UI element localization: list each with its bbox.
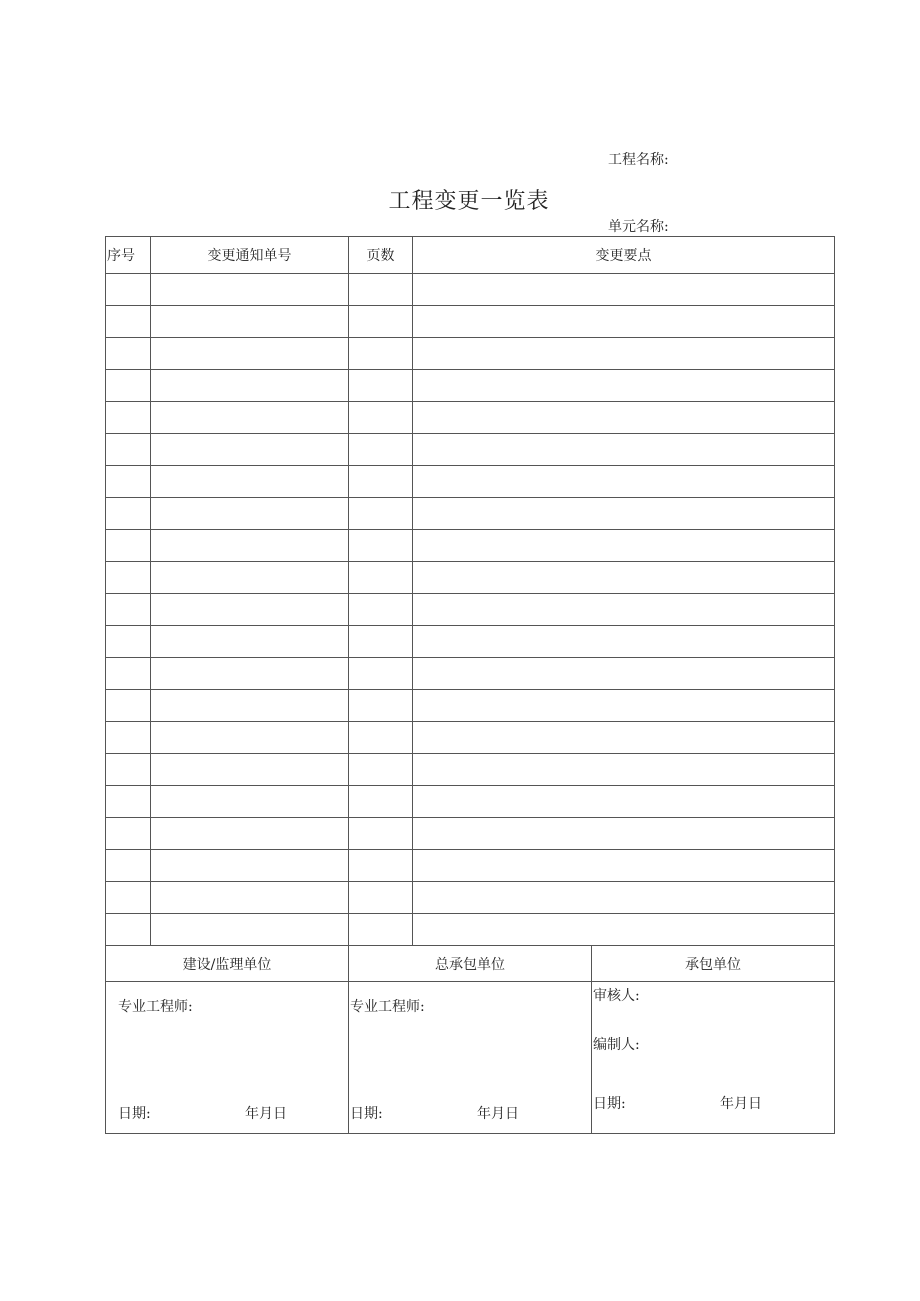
key-points-cell[interactable] (413, 530, 835, 562)
reviewer-label: 审核人: (593, 988, 640, 1004)
table-row (106, 914, 835, 946)
table-row (106, 626, 835, 658)
page-title: 工程变更一览表 (388, 189, 550, 214)
notice-number-cell[interactable] (151, 274, 349, 306)
notice-number-cell[interactable] (151, 594, 349, 626)
key-points-cell[interactable] (413, 658, 835, 690)
notice-number-cell[interactable] (151, 530, 349, 562)
seq-cell[interactable] (106, 434, 151, 466)
table-row (106, 402, 835, 434)
signature-cell-construction-supervision (106, 982, 349, 1134)
seq-cell[interactable] (106, 338, 151, 370)
seq-cell[interactable] (106, 690, 151, 722)
section-title-contractor: 承包单位 (592, 946, 835, 982)
signature-cell-contractor (592, 982, 835, 1134)
key-points-cell[interactable] (413, 562, 835, 594)
pages-cell[interactable] (349, 434, 413, 466)
seq-cell[interactable] (106, 882, 151, 914)
pages-cell[interactable] (349, 754, 413, 786)
pages-cell[interactable] (349, 850, 413, 882)
date-label: 日期: (350, 1106, 383, 1122)
key-points-cell[interactable] (413, 690, 835, 722)
signature-body-row (106, 982, 835, 1134)
date-suffix: 年月日 (245, 1106, 287, 1122)
pages-cell[interactable] (349, 658, 413, 690)
date-label: 日期: (593, 1096, 626, 1112)
pages-cell[interactable] (349, 530, 413, 562)
engineer-label: 专业工程师: (118, 999, 193, 1015)
pages-cell[interactable] (349, 306, 413, 338)
table-row (106, 562, 835, 594)
seq-cell[interactable] (106, 306, 151, 338)
table-row (106, 434, 835, 466)
key-points-cell[interactable] (413, 850, 835, 882)
notice-number-cell[interactable] (151, 338, 349, 370)
notice-number-cell[interactable] (151, 754, 349, 786)
notice-number-cell[interactable] (151, 690, 349, 722)
date-suffix: 年月日 (720, 1096, 762, 1112)
table-row (106, 530, 835, 562)
unit-name-label: 单元名称: (608, 219, 669, 235)
seq-cell[interactable] (106, 594, 151, 626)
editor-label: 编制人: (593, 1037, 640, 1053)
engineer-label: 专业工程师: (350, 999, 425, 1015)
notice-number-cell[interactable] (151, 370, 349, 402)
table-row (106, 306, 835, 338)
notice-number-cell[interactable] (151, 786, 349, 818)
seq-cell[interactable] (106, 626, 151, 658)
seq-cell[interactable] (106, 370, 151, 402)
signature-table (105, 945, 835, 1134)
pages-cell[interactable] (349, 594, 413, 626)
notice-number-cell[interactable] (151, 818, 349, 850)
pages-cell[interactable] (349, 498, 413, 530)
date-label: 日期: (118, 1106, 151, 1122)
table-row (106, 274, 835, 306)
pages-cell[interactable] (349, 370, 413, 402)
seq-cell[interactable] (106, 466, 151, 498)
section-title-construction-supervision: 建设/监理单位 (106, 946, 349, 982)
project-name-label: 工程名称: (608, 152, 669, 168)
key-points-cell[interactable] (413, 466, 835, 498)
pages-cell[interactable] (349, 338, 413, 370)
notice-number-cell[interactable] (151, 402, 349, 434)
table-row (106, 498, 835, 530)
notice-number-cell[interactable] (151, 498, 349, 530)
seq-cell[interactable] (106, 498, 151, 530)
date-suffix: 年月日 (477, 1106, 519, 1122)
notice-number-cell[interactable] (151, 434, 349, 466)
table-row (106, 722, 835, 754)
key-points-cell[interactable] (413, 754, 835, 786)
pages-cell[interactable] (349, 626, 413, 658)
table-row (106, 658, 835, 690)
seq-cell[interactable] (106, 658, 151, 690)
pages-cell[interactable] (349, 882, 413, 914)
table-header-row (106, 237, 835, 274)
pages-cell[interactable] (349, 690, 413, 722)
table-row (106, 754, 835, 786)
table-row (106, 338, 835, 370)
key-points-cell[interactable] (413, 882, 835, 914)
seq-cell[interactable] (106, 562, 151, 594)
table-row (106, 818, 835, 850)
key-points-cell[interactable] (413, 338, 835, 370)
change-list-table (105, 236, 835, 946)
table-row (106, 882, 835, 914)
seq-cell[interactable] (106, 914, 151, 946)
seq-cell[interactable] (106, 754, 151, 786)
section-title-general-contractor: 总承包单位 (349, 946, 592, 982)
table-row (106, 786, 835, 818)
seq-cell[interactable] (106, 786, 151, 818)
seq-cell[interactable] (106, 818, 151, 850)
seq-cell[interactable] (106, 850, 151, 882)
column-header-seq: 序号 (106, 237, 151, 274)
notice-number-cell[interactable] (151, 306, 349, 338)
seq-cell[interactable] (106, 274, 151, 306)
pages-cell[interactable] (349, 786, 413, 818)
notice-number-cell[interactable] (151, 562, 349, 594)
notice-number-cell[interactable] (151, 722, 349, 754)
column-header-notice-number: 变更通知单号 (151, 237, 349, 274)
signature-header-row (106, 946, 835, 982)
key-points-cell[interactable] (413, 306, 835, 338)
key-points-cell[interactable] (413, 722, 835, 754)
key-points-cell[interactable] (413, 274, 835, 306)
pages-cell[interactable] (349, 562, 413, 594)
notice-number-cell[interactable] (151, 658, 349, 690)
notice-number-cell[interactable] (151, 466, 349, 498)
notice-number-cell[interactable] (151, 882, 349, 914)
notice-number-cell[interactable] (151, 626, 349, 658)
notice-number-cell[interactable] (151, 914, 349, 946)
key-points-cell[interactable] (413, 594, 835, 626)
signature-cell-general-contractor (349, 982, 592, 1134)
seq-cell[interactable] (106, 530, 151, 562)
table-body (106, 274, 835, 946)
key-points-cell[interactable] (413, 818, 835, 850)
pages-cell[interactable] (349, 466, 413, 498)
table-row (106, 594, 835, 626)
key-points-cell[interactable] (413, 626, 835, 658)
seq-cell[interactable] (106, 722, 151, 754)
key-points-cell[interactable] (413, 370, 835, 402)
key-points-cell[interactable] (413, 498, 835, 530)
key-points-cell[interactable] (413, 786, 835, 818)
column-header-pages: 页数 (349, 237, 413, 274)
pages-cell[interactable] (349, 274, 413, 306)
pages-cell[interactable] (349, 722, 413, 754)
table-row (106, 466, 835, 498)
table-row (106, 370, 835, 402)
notice-number-cell[interactable] (151, 850, 349, 882)
column-header-key-points: 变更要点 (413, 237, 835, 274)
pages-cell[interactable] (349, 914, 413, 946)
pages-cell[interactable] (349, 818, 413, 850)
table-row (106, 690, 835, 722)
key-points-cell[interactable] (413, 434, 835, 466)
key-points-cell[interactable] (413, 402, 835, 434)
table-row (106, 850, 835, 882)
key-points-cell[interactable] (413, 914, 835, 946)
seq-cell[interactable] (106, 402, 151, 434)
pages-cell[interactable] (349, 402, 413, 434)
